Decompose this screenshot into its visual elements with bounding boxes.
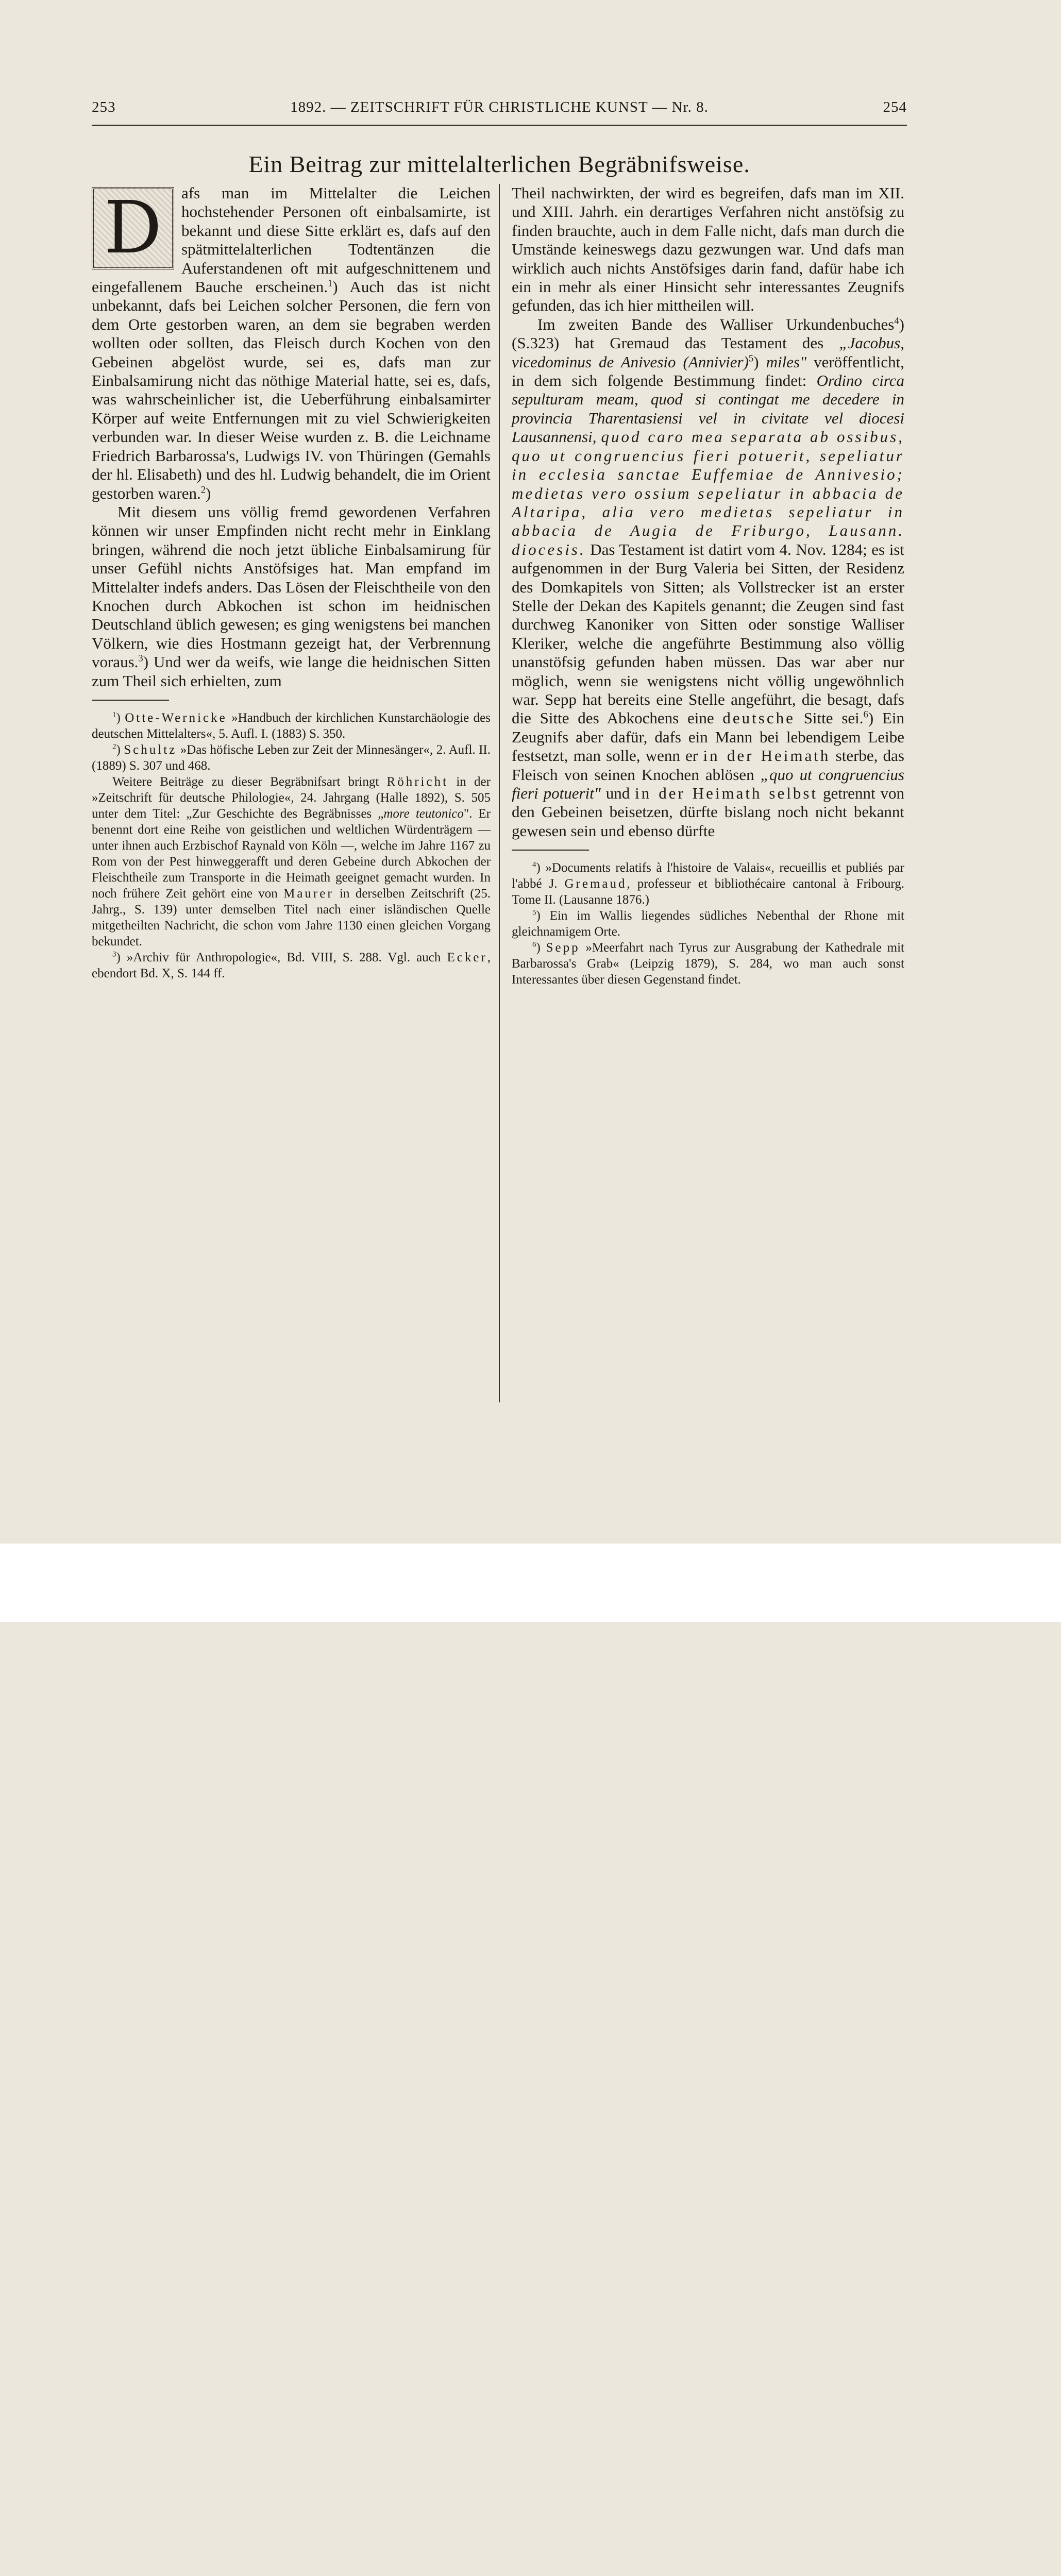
footnote-2: $^2$) Schultz »Das höfische Leben zur Zeit der Minnesänger«, 2. Aufl. II. (1889) S. 307 und 468.: [92, 742, 491, 773]
decorated-initial: [92, 187, 174, 269]
right-p2-italic-4: „quo ut congruencius fieri potuerit": [512, 765, 904, 802]
right-p2-spaced-heimath-1: in der Heimath: [703, 747, 831, 765]
footnote-1-number: 1: [112, 710, 116, 719]
right-p2-text-e: Sitte sei.: [795, 709, 864, 727]
left-p1-text-b: Auch das ist nicht unbekannt, dafs bei Leichen solcher Personen, die fern von dem Orte gestorben waren, an dem sie begraben werden wollten oder sollten, das Fleisch durch Kochen von den Gebeinen abgelöst wurde, sei es, dafs man zur Einbalsamirung nicht das nöthige Material hatte, sei es, dafs, was wahrscheinlicher ist, die Ueberführung einbalsamirter Körper auf weite Entfernungen mit zu viel Schwierigkeiten verbunden war. In dieser Weise wurden z. B. die Leichname Friedrich Barbarossa's, Ludwigs IV. von Thüringen (Gemahls der hl. Elisabeth) und des hl. Ludwig behandelt, die im Orient gestorben waren.: [92, 278, 491, 502]
footnote-2b-italic: more teutonico: [383, 806, 464, 821]
left-p2-text-a: Mit diesem uns völlig fremd gewordenen Verfahren können wir unser Empfinden nicht recht mehr in Einklang bringen, während die noch jetzt übliche Einbalsamirung für unser Gefühl nichts Anstöfsiges hat. Man empfand im Mittelalter indefs anders. Das Lösen der Fleischtheile von den Knochen durch Abkochen ist schon im heidnischen Deutschland üblich gewesen; es ging wenigstens bei manchen Völkern, wie dies Hostmann gezeigt hat, der Verbrennung voraus.: [92, 502, 491, 671]
footnote-2b-author-2: Maurer: [283, 886, 334, 901]
footnote-6: $^6$) Sepp »Meerfahrt nach Tyrus zur Ausgrabung der Kathedrale mit Barbarossa's Grab« (Leipzig 1879), S. 284, wo man auch sonst Interessantes über diesen Gegenstand findet.: [512, 940, 904, 987]
footnote-5-text: Ein im Wallis liegendes südliches Nebenthal der Rhone mit gleichnamigem Orte.: [512, 909, 904, 939]
left-paragraph-2: Mit diesem uns völlig fremd gewordenen Verfahren können wir unser Empfinden nicht recht mehr in Einklang bringen, während die noch jetzt übliche Einbalsamirung für unser Gefühl nichts Anstöfsiges hat. Man empfand im Mittelalter indefs anders. Das Lösen der Fleischtheile von den Knochen durch Abkochen ist schon im heidnischen Deutschland üblich gewesen; es ging wenigstens bei manchen Völkern, wie dies Hostmann gezeigt hat, der Verbrennung voraus.$^3$) Und wer da weifs, wie lange die heidnischen Sitten zum Theil sich erhielten, zum: [92, 502, 491, 690]
footnote-2-text: »Das höfische Leben zur Zeit der Minnesänger«, 2. Aufl. II. (1889) S. 307 und 468.: [92, 742, 491, 773]
page-number-left: 253: [92, 99, 116, 115]
footnote-1-author: Otte-Wernicke: [125, 710, 227, 725]
right-p2-text-g: sterbe, das Fleisch von seinen Knochen ablösen: [512, 747, 904, 784]
right-p2-spaced-latin: quod caro mea separata ab ossibus, quo ut congruencius fieri potuerit, sepeliatur in ecclesia sanctae Euffemiae de Annivesio; medietas vero ossium sepeliatur in abbacia de Altaripa, alia vero medietas sepeliatur in abbacia de Augia de Friburgo, Lausann. diocesis.: [512, 428, 904, 558]
footnote-ref-5: 5: [748, 353, 754, 364]
right-p2-spaced-heimath-2: in der Heimath selbst: [635, 784, 818, 802]
right-p2-text-b: (S.323) hat Gremaud das Testament des: [512, 334, 839, 352]
right-p2-text-h: und: [600, 784, 635, 802]
column-divider: [499, 184, 500, 1402]
footnote-ref-1: 1: [327, 278, 333, 289]
left-p1-text-a: afs man im Mittelalter die Leichen hochstehender Personen oft einbalsamirte, ist bekannt und diese Sitte erklärt es, dafs auf den spätmittelalterlichen Todtentänzen die Auferstandenen oft mit aufgeschnittenem und eingefallenem Bauche erscheinen.: [92, 184, 491, 296]
right-p2-text-i: getrennt von den Gebeinen beisetzen, dürfte bislang noch nicht bekannt gewesen sein und ebenso dürfte: [512, 784, 904, 840]
right-paragraph-2: Im zweiten Bande des Walliser Urkundenbuches$^4$) (S.323) hat Gremaud das Testament des „Jacobus, vicedominus de Anivesio (Annivier)$^5$) miles" veröffentlicht, in dem sich folgende Bestimmung findet: Ordino circa sepulturam meam, quod si contingat me decedere in provincia Tharentasiensi vel in civitate vel diocesi Lausannensi, quod caro mea separata ab ossibus, quo ut congruencius fieri potuerit, sepeliatur in ecclesia sanctae Euffemiae de Annivesio; medietas vero ossium sepeliatur in abbacia de Altaripa, alia vero medietas sepeliatur in abbacia de Augia de Friburgo, Lausann. diocesis. Das Testament ist datirt vom 4. Nov. 1284; es ist aufgenommen in der Burg Valeria bei Sitten, der Residenz des Domkapitels von Sitten; als Vollstrecker ist an erster Stelle der Dekan des Kapitels genannt; die Zeugen sind fast durchweg Kanoniker von Sitten oder sonstige Walliser Kleriker, welche die angeführte Bestimmung also völlig unanstöfsig gefunden haben müssen. Das war aber nur möglich, wenn sie wenigstens nicht völlig ungewöhnlich war. Sepp hat bereits eine Stelle angeführt, die besagt, dafs die Sitte des Abkochens eine deutsche Sitte sei.$^6$) Ein Zeugnifs aber dafür, dafs ein Mann bei lebendigem Leibe festsetzt, man solle, wenn er in der Heimath sterbe, das Fleisch von seinen Knochen ablösen „quo ut congruencius fieri potuerit" und in der Heimath selbst getrennt von den Gebeinen beisetzen, dürfte bislang noch nicht bekannt gewesen sein und ebenso dürfte: [512, 315, 904, 840]
left-paragraph-1: D afs man im Mittelalter die Leichen hochstehender Personen oft einbalsamirte, ist bekannt und diese Sitte erklärt es, dafs auf den spätmittelalterlichen Todtentänzen die Auferstandenen oft mit aufgeschnittenem und eingefallenem Bauche erscheinen.$^1$) Auch das ist nicht unbekannt, dafs bei Leichen solcher Personen, die fern von dem Orte gestorben waren, an dem sie begraben werden wollten oder sollten, das Fleisch durch Kochen von den Gebeinen abgelöst wurde, sei es, dafs man zur Einbalsamirung nicht das nöthige Material hatte, sei es, dafs, was wahrscheinlicher ist, die Ueberführung einbalsamirter Körper auf weite Entfernungen mit zu viel Schwierigkeiten verbunden war. In dieser Weise wurden z. B. die Leichname Friedrich Barbarossa's, Ludwigs IV. von Thüringen (Gemahls der hl. Elisabeth) und des hl. Ludwig behandelt, die im Orient gestorben waren.$^2$): [92, 184, 491, 502]
footnote-1: $^1$) Otte-Wernicke »Handbuch der kirchlichen Kunstarchäologie des deutschen Mittelalters«, 5. Aufl. I. (1883) S. 350.: [92, 710, 491, 741]
initial-letter: D: [104, 186, 162, 270]
footnote-4: $^4$) »Documents relatifs à l'histoire de Valais«, recueillis et publiés par l'abbé J. Gremaud, professeur et bibliothécaire cantonal à Fribourg. Tome II. (Lausanne 1876.): [512, 860, 905, 907]
footnote-2b-author: Röhricht: [386, 774, 449, 789]
running-title: 1892. — ZEITSCHRIFT FÜR CHRISTLICHE KUNST — Nr. 8.: [290, 99, 709, 115]
page-number-right: 254: [883, 99, 907, 115]
footnote-2b-text-a: Weitere Beiträge zu dieser Begräbnifsart bringt: [112, 774, 387, 789]
running-header: [92, 99, 907, 120]
footnote-3-text-a: »Archiv für Anthropologie«, Bd. VIII, S. 288. Vgl. auch: [120, 950, 447, 964]
footnote-4-text-b: , professeur et bibliothécaire cantonal à Fribourg. Tome II. (Lausanne 1876.): [512, 877, 905, 907]
footnote-ref-4: 4: [894, 315, 899, 327]
footnote-2b-text-d: in derselben Zeitschrift (25. Jahrg., S. 139) unter demselben Titel nach einer isländischen Quelle mitgetheilten Nachricht, die schon vom Jahre 1130 einen gleichen Vorgang bekundet.: [92, 886, 491, 948]
footnote-2-author: Schultz: [124, 742, 177, 757]
right-p2-text-d: Das Testament ist datirt vom 4. Nov. 1284; es ist aufgenommen in der Burg Valeria bei Sitten, der Residenz des Domkapitels von Sitten; als Vollstrecker ist an erster Stelle der Dekan des Kapitels genannt; die Zeugen sind fast durchweg Kanoniker von Sitten oder sonstige Walliser Kleriker, welche die angeführte Bestimmung also völlig unanstöfsig gefunden haben müssen. Das war aber nur möglich, wenn sie wenigstens nicht völlig ungewöhnlich war. Sepp hat bereits eine Stelle angeführt, die besagt, dafs die Sitte des Abkochens eine: [512, 540, 904, 727]
footnote-3: $^3$) »Archiv für Anthropologie«, Bd. VIII, S. 288. Vgl. auch Ecker, ebendort Bd. X, S. 144 ff.: [92, 950, 491, 980]
digitization-footer: [0, 1544, 1061, 1622]
footnote-1-text: »Handbuch der kirchlichen Kunstarchäologie des deutschen Mittelalters«, 5. Aufl. I. (1883) S. 350.: [92, 710, 491, 741]
article-title: Ein Beitrag zur mittelalterlichen Begräbnifsweise.: [248, 151, 750, 177]
footnote-5-number: 5: [532, 908, 536, 917]
right-p2-italic-3: Ordino circa sepulturam meam, quod si contingat me decedere in provincia Tharentasiensi vel in civitate vel diocesi Lausannensi,: [512, 371, 904, 446]
footnote-2-number: 2: [112, 742, 116, 751]
footnote-6-author: Sepp: [546, 941, 580, 955]
right-column: [512, 184, 904, 988]
footnote-6-text: »Meerfahrt nach Tyrus zur Ausgrabung der Kathedrale mit Barbarossa's Grab« (Leipzig 1879), S. 284, wo man auch sonst Interessantes über diesen Gegenstand findet.: [512, 941, 904, 987]
footnote-ref-3: 3: [138, 653, 143, 664]
right-p2-text-f: Ein Zeugnifs aber dafür, dafs ein Mann bei lebendigem Leibe festsetzt, man solle, wenn er: [512, 709, 904, 765]
footnote-4-author: Gremaud: [564, 877, 627, 891]
right-p2-text-c: veröffentlicht, in dem sich folgende Bestimmung findet:: [512, 352, 904, 390]
right-p2-italic-2: miles": [759, 352, 807, 371]
footnote-rule-right: [512, 850, 589, 851]
left-column: [92, 184, 491, 981]
footnote-3-number: 3: [112, 950, 116, 959]
footnote-ref-6: 6: [863, 709, 868, 721]
right-p2-spaced-deutsche: deutsche: [722, 709, 795, 727]
right-paragraph-1: Theil nachwirkten, der wird es begreifen, dafs man im XII. und XIII. Jahrh. ein derartiges Verfahren nicht anstöfsig zu finden brauchte, auch in dem Falle nicht, dafs man durch die Umstände keineswegs dazu gezwungen war. Und dafs man wirklich auch nichts Anstöfsiges darin fand, dafür habe ich ein in mehr als einer Hinsicht sehr interessantes Zeugnifs gefunden, das ich hier mittheilen will.: [512, 184, 904, 315]
footnote-5: $^5$) Ein im Wallis liegendes südliches Nebenthal der Rhone mit gleichnamigem Orte.: [512, 908, 904, 939]
footnote-rule-left: [92, 700, 169, 701]
footnote-2b-text-c: ". Er benennt dort eine Reihe von geistlichen und weltlichen Würdenträgern — unter ihnen auch Erzbischof Raynald von Köln —, welche im Jahre 1167 zu Rom von der Pest hinweggerafft und deren Gebeine durch Abkochen der Fleischtheile zum Transporte in die Heimath geeignet gemacht wurden. In noch frühere Zeit gehört eine von: [92, 806, 491, 901]
right-footnotes: [512, 860, 904, 988]
footnote-4-text-a: »Documents relatifs à l'histoire de Valais«, recueillis et publiés par l'abbé J.: [512, 861, 904, 891]
right-p2-text-a: Im zweiten Bande des Walliser Urkundenbuches: [537, 315, 895, 333]
footnote-2b-text-b: in der »Zeitschrift für deutsche Philologie«, 24. Jahrgang (Halle 1892), S. 505 unter dem Titel: „Zur Geschichte des Begräbnisses „: [92, 774, 491, 821]
footnote-ref-2: 2: [200, 484, 206, 496]
footnote-4-number: 4: [532, 860, 536, 869]
footnote-3-text-b: , ebendort Bd. X, S. 144 ff.: [92, 950, 491, 980]
right-p2-italic-1: „Jacobus, vicedominus de Anivesio (Annivier): [512, 334, 904, 371]
footnote-6-number: 6: [532, 940, 536, 949]
left-p2-text-b: Und wer da weifs, wie lange die heidnischen Sitten zum Theil sich erhielten, zum: [92, 653, 491, 690]
footnote-3-author: Ecker: [447, 950, 487, 964]
header-rule: [92, 125, 907, 126]
footnote-2-continued: [92, 774, 491, 950]
left-footnotes: [92, 710, 491, 981]
